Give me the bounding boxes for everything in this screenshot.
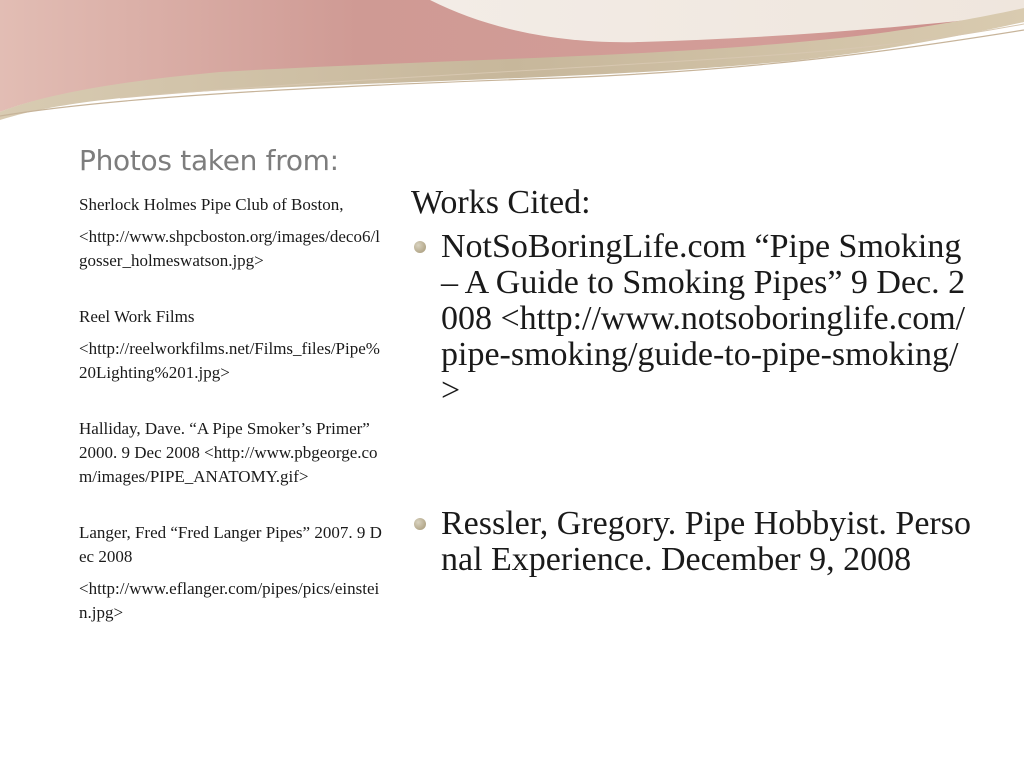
bullet-dot-icon xyxy=(414,241,426,253)
photo-sources-list xyxy=(79,193,382,625)
bullet-dot-icon xyxy=(414,518,426,530)
works-cited-item-text: NotSoBoringLife.com “Pipe Smoking – A Guide to Smoking Pipes” 9 Dec. 2008 <http://www.notsoboringlife.com/pipe-smoking/guide-to-pipe-smoking/> xyxy=(441,228,966,409)
works-cited-section xyxy=(411,183,971,578)
photo-source-entry: Reel Work Films xyxy=(79,307,195,326)
works-cited-item xyxy=(411,506,971,578)
photo-source-entry: <http://www.eflanger.com/pipes/pics/einstein.jpg> xyxy=(79,579,380,622)
header-swoosh-decoration xyxy=(0,0,1024,130)
works-cited-heading: Works Cited: xyxy=(411,184,591,221)
works-cited-item xyxy=(411,229,971,409)
slide-title: Photos taken from: xyxy=(79,144,339,177)
works-cited-list xyxy=(411,229,971,578)
photo-source-entry: Sherlock Holmes Pipe Club of Boston, xyxy=(79,195,344,214)
photo-source-entry: <http://www.shpcboston.org/images/deco6/lgosser_holmeswatson.jpg> xyxy=(79,227,380,270)
photo-source-entry: Langer, Fred “Fred Langer Pipes” 2007. 9 Dec 2008 xyxy=(79,523,382,566)
photo-source-entry: <http://reelworkfilms.net/Films_files/Pipe%20Lighting%201.jpg> xyxy=(79,339,380,382)
works-cited-item-text: Ressler, Gregory. Pipe Hobbyist. Personal Experience. December 9, 2008 xyxy=(441,505,971,578)
photo-source-entry: Halliday, Dave. “A Pipe Smoker’s Primer” 2000. 9 Dec 2008 <http://www.pbgeorge.com/images/PIPE_ANATOMY.gif> xyxy=(79,419,378,486)
